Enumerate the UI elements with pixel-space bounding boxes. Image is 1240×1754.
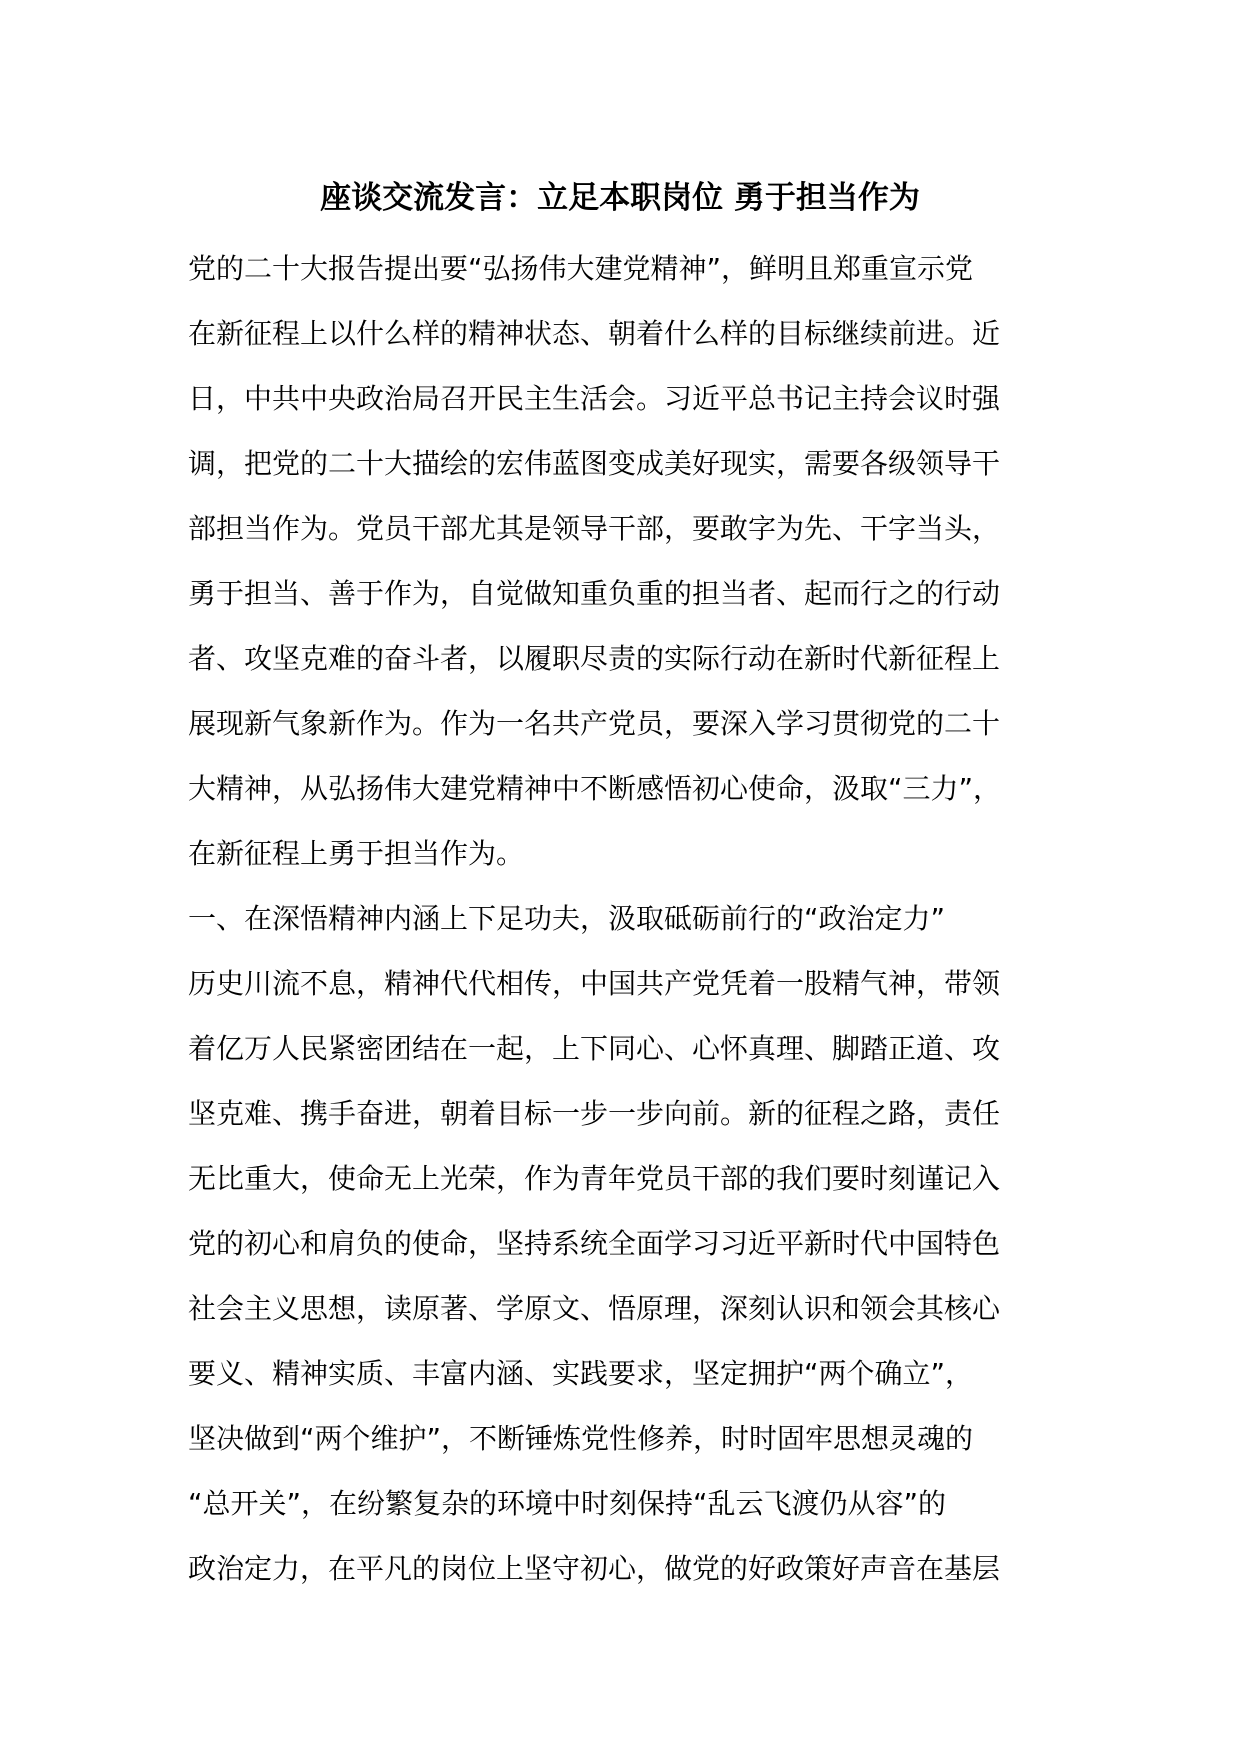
text-line: 坚克难、携手奋进，朝着目标一步一步向前。新的征程之路，责任 [188,1097,1001,1130]
text-line: 政治定力，在平凡的岗位上坚守初心，做党的好政策好声音在基层 [188,1552,1001,1585]
text-line: 日，中共中央政治局召开民主生活会。习近平总书记主持会议时强 [188,382,1001,415]
text-line: 历史川流不息，精神代代相传，中国共产党凭着一股精气神，带领 [188,967,1001,1000]
text-line: “总开关”，在纷繁复杂的环境中时刻保持“乱云飞渡仍从容”的 [188,1487,947,1520]
text-line: 党的初心和肩负的使命，坚持系统全面学习习近平新时代中国特色 [188,1227,1001,1260]
text-line: 要义、精神实质、丰富内涵、实践要求，坚定拥护“两个确立”， [188,1357,974,1390]
text-line: 在新征程上勇于担当作为。 [188,837,525,870]
section-heading: 一、在深悟精神内涵上下足功夫，汲取砥砺前行的“政治定力” [188,902,946,935]
text-line: 坚决做到“两个维护”，不断锤炼党性修养，时时固牢思想灵魂的 [188,1422,974,1455]
document-body [188,236,1068,1601]
document-title: 座谈交流发言：立足本职岗位 勇于担当作为 [320,180,920,216]
text-line: 在新征程上以什么样的精神状态、朝着什么样的目标继续前进。近 [188,317,1001,350]
text-line: 展现新气象新作为。作为一名共产党员，要深入学习贯彻党的二十 [188,707,1001,740]
text-line: 着亿万人民紧密团结在一起，上下同心、心怀真理、脚踏正道、攻 [188,1032,1001,1065]
text-line: 大精神，从弘扬伟大建党精神中不断感悟初心使命，汲取“三力”， [188,772,1002,805]
text-line: 党的二十大报告提出要“弘扬伟大建党精神”，鲜明且郑重宣示党 [188,252,974,285]
text-line: 部担当作为。党员干部尤其是领导干部，要敢字为先、干字当头， [188,512,1001,545]
text-line: 调，把党的二十大描绘的宏伟蓝图变成美好现实，需要各级领导干 [188,447,1001,480]
text-line: 社会主义思想，读原著、学原文、悟原理，深刻认识和领会其核心 [188,1292,1001,1325]
text-line: 者、攻坚克难的奋斗者，以履职尽责的实际行动在新时代新征程上 [188,642,1001,675]
text-line: 勇于担当、善于作为，自觉做知重负重的担当者、起而行之的行动 [188,577,1001,610]
text-line: 无比重大，使命无上光荣，作为青年党员干部的我们要时刻谨记入 [188,1162,1001,1195]
